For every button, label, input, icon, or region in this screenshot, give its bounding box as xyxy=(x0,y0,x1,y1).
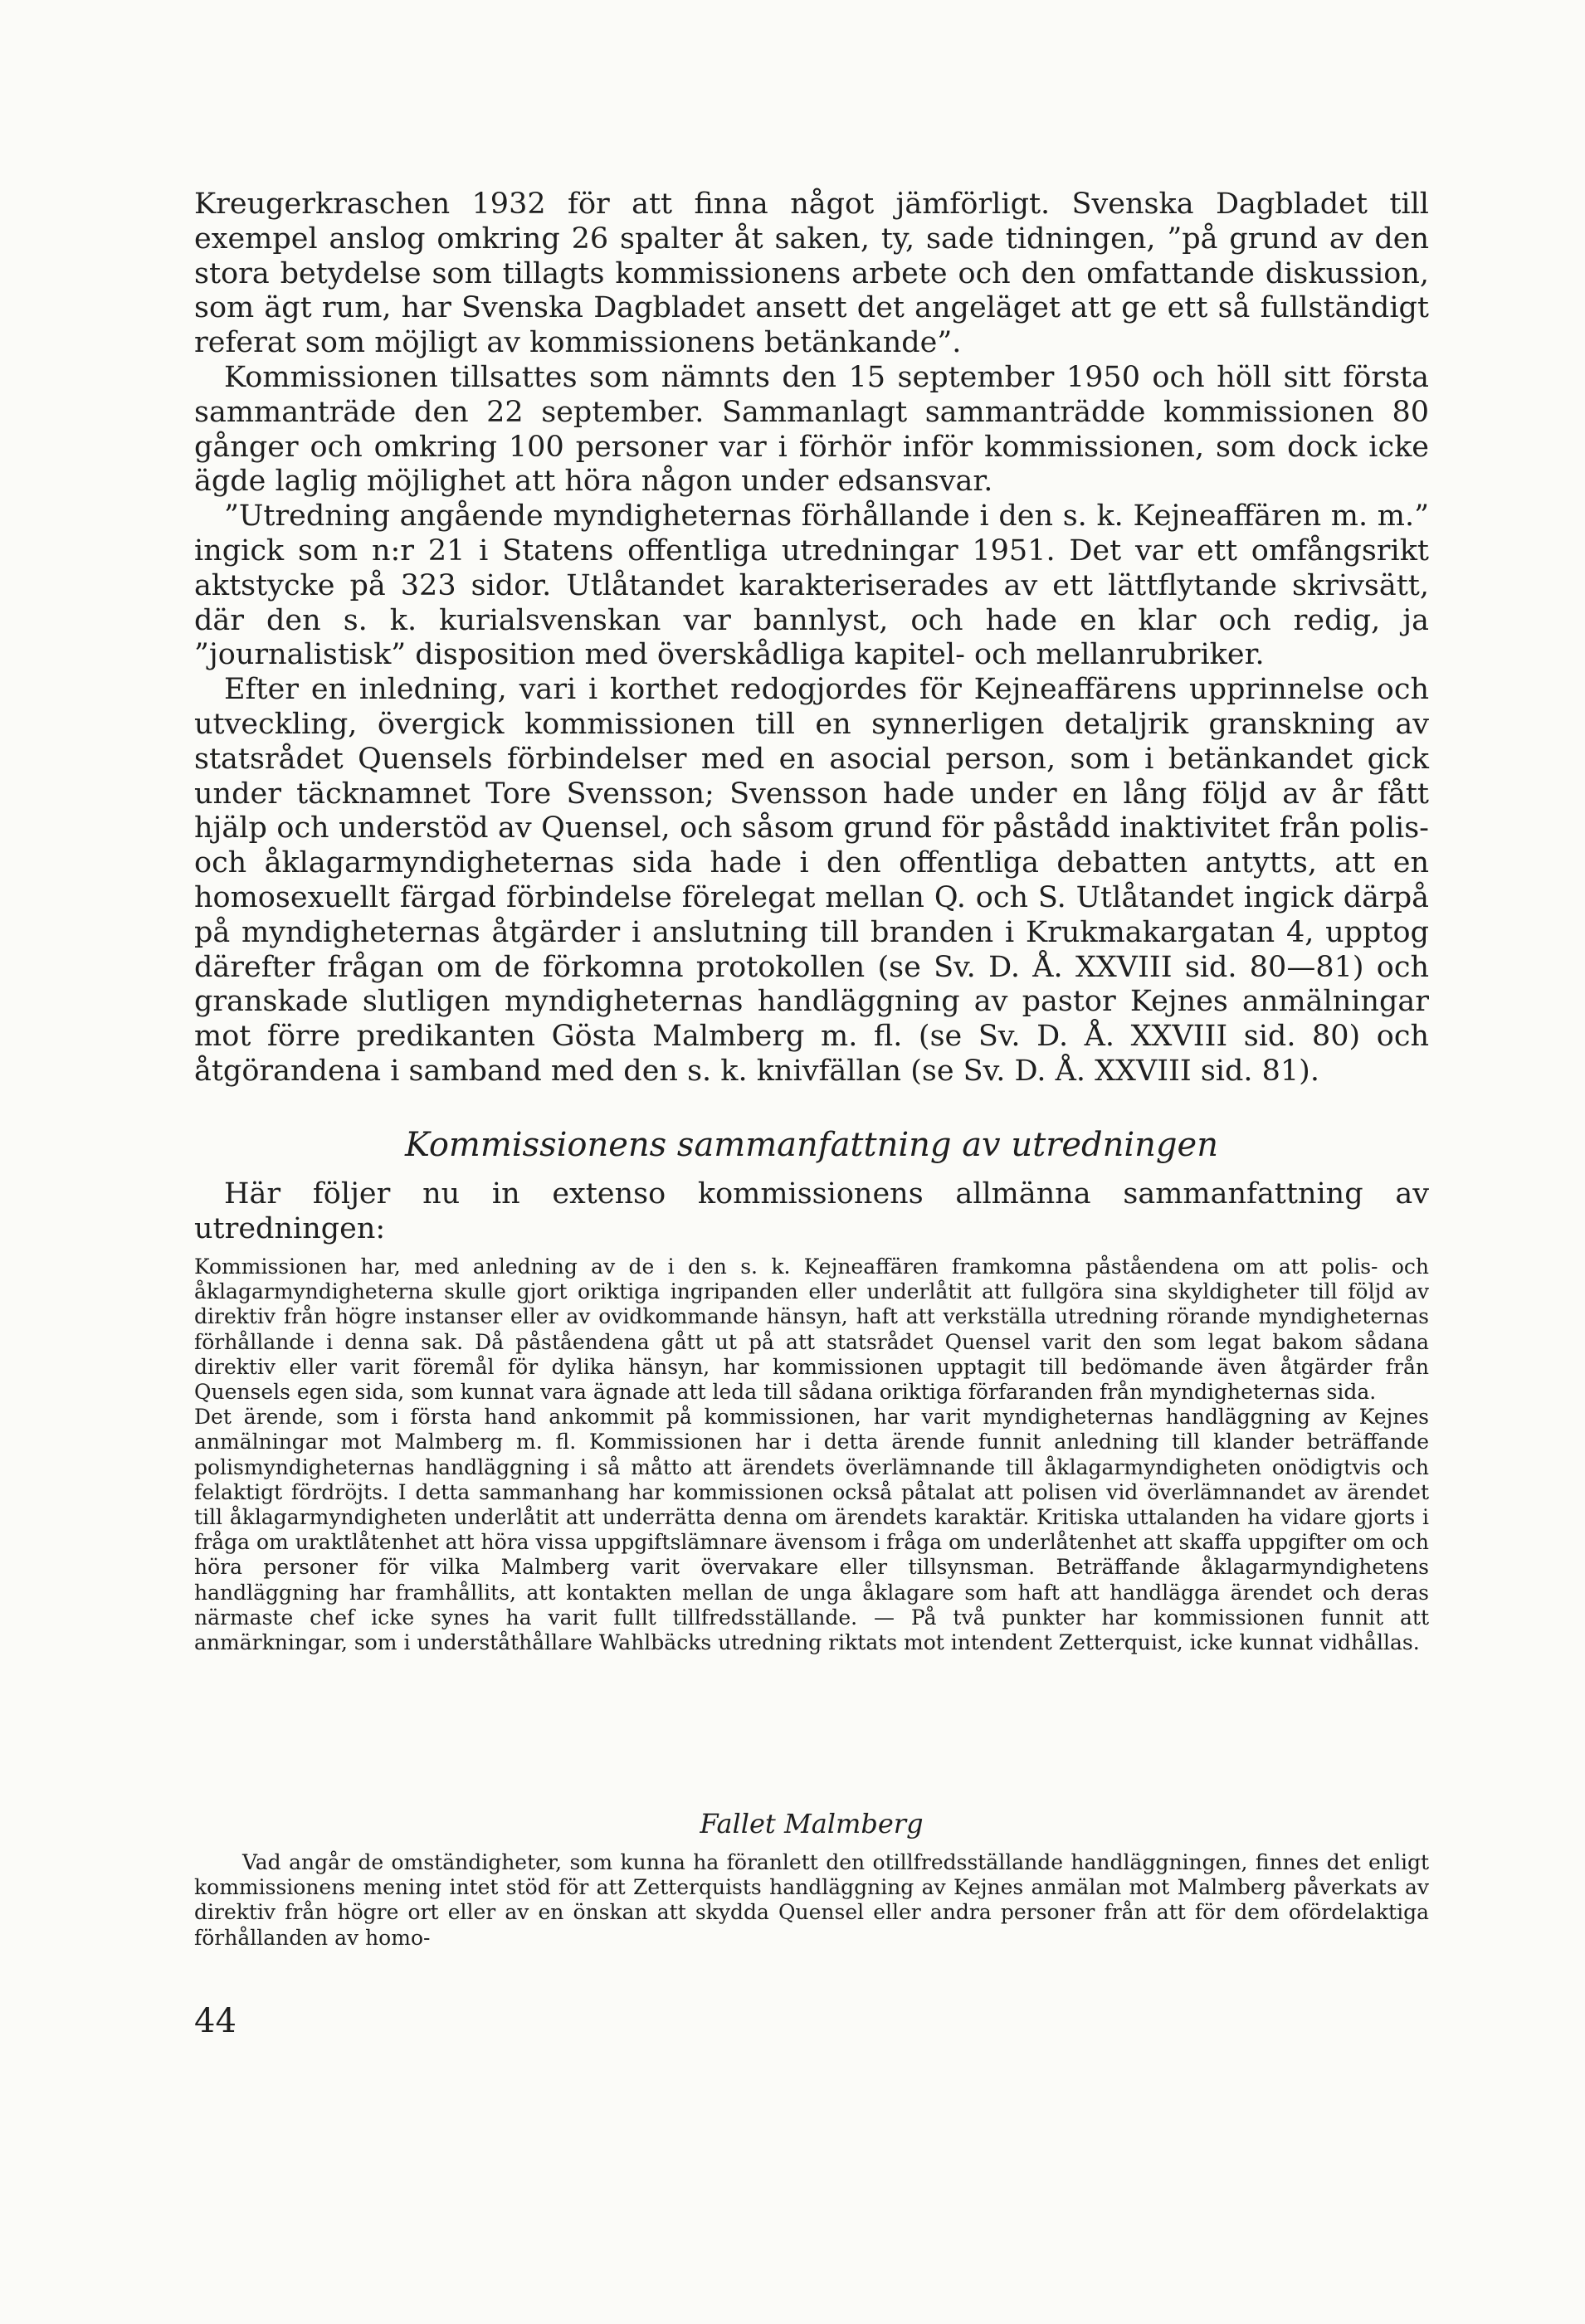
section-heading: Kommissionens sammanfattning av utredningen xyxy=(405,1126,1218,1164)
paragraph: Här följer nu in extenso kommissionens allmänna sammanfattning av utredningen: xyxy=(194,1177,1429,1245)
quote-paragraph: Kommissionen har, med anledning av de i den s. k. Kejneaffären framkomna påståendena om att polis- och åklagarmyndigheterna skulle gjort oriktiga ingripanden eller underlåtit att fullgöra sina skyldigheter till följd av direktiv från högre instanser eller av ovidkommande hänsyn, haft att verkställa utredning rörande myndigheternas förhållande i denna sak. Då påståendena gått ut på att statsrådet Quensel varit den som legat bakom sådana direktiv eller varit föremål för dylika hänsyn, har kommissionen upptagit till bedömande även åtgärder från Quensels egen sida, som kunnat vara ägnade att leda till sådana oriktiga förfaranden från myndigheternas sida. xyxy=(194,1255,1429,1405)
sub-heading: Fallet Malmberg xyxy=(700,1808,924,1839)
quote-paragraph: Vad angår de omständigheter, som kunna ha föranlett den otillfredsställande handläggningen, finnes det enligt kommissionens mening intet stöd för att Zetterquists handläggning av Kejnes anmälan mot Malmberg påverkats av direktiv från högre ort eller av en önskan att skydda Quensel eller andra personer från att för dem ofördelaktiga förhållanden av homo- xyxy=(194,1850,1429,1950)
quote-paragraph: Det ärende, som i första hand ankommit på kommissionen, har varit myndigheternas handläggning av Kejnes anmälningar mot Malmberg m. fl. Kommissionen har i detta ärende funnit anledning till klander beträffande polismyndigheternas handläggning i så måtto att ärendets överlämnande till åklagarmyndigheten onödigtvis och felaktigt fördröjts. I detta sammanhang har kommissionen också påtalat att polisen vid överlämnandet av ärendet till åklagarmyndigheten underlåtit att underrätta denna om ärendets karaktär. Kritiska uttalanden ha vidare gjorts i fråga om uraktlåtenhet att höra vissa uppgiftslämnare ävensom i fråga om underlåtenhet att skaffa uppgifter om och höra personer för vilka Malmberg varit övervakare eller tillsynsman. Beträffande åklagarmyndighetens handläggning har framhållits, att kontakten mellan de unga åklagare som haft att handlägga ärendet och deras närmaste chef icke synes ha varit fullt tillfredsställande. — På två punkter har kommissionen funnit att anmärkningar, som i underståthållare Wahlbäcks utredning riktats mot intendent Zetterquist, icke kunnat vidhållas. xyxy=(194,1405,1429,1655)
paragraph: ”Utredning angående myndigheternas förhållande i den s. k. Kejneaffären m. m.” ingick som n:r 21 i Statens offentliga utredningar 1951. Det var ett omfångsrikt aktstycke på 323 sidor. Utlåtandet karakteriserades av ett lättflytande skrivsätt, där den s. k. kurialsvenskan var bannlyst, och hade en klar och redig, ja ”journalistisk” disposition med överskådliga kapitel- och mellanrubriker. xyxy=(194,499,1429,672)
quoted-summary xyxy=(194,1255,1429,1655)
main-text xyxy=(194,188,1429,1089)
intro-text xyxy=(194,1177,1429,1246)
quoted-continuation xyxy=(194,1850,1429,1951)
paragraph: Kommissionen tillsattes som nämnts den 15 september 1950 och höll sitt första sammanträde den 22 september. Sammanlagt sammanträdde kommissionen 80 gånger och omkring 100 personer var i förhör inför kommissionen, som dock icke ägde laglig möjlighet att höra någon under edsansvar. xyxy=(194,360,1429,499)
paragraph: Efter en inledning, vari i korthet redogjordes för Kejneaffärens upprinnelse och utveckling, övergick kommissionen till en synnerligen detaljrik granskning av statsrådet Quensels förbindelser med en asocial person, som i betänkandet gick under täcknamnet Tore Svensson; Svensson hade under en lång följd av år fått hjälp och understöd av Quensel, och såsom grund för påstådd inaktivitet från polis- och åklagarmyndigheternas sida hade i den offentliga debatten antytts, att en homosexuellt färgad förbindelse förelegat mellan Q. och S. Utlåtandet ingick därpå på myndigheternas åtgärder i anslutning till branden i Krukmakargatan 4, upptog därefter frågan om de förkomna protokollen (se Sv. D. Å. XXVIII sid. 80—81) och granskade slutligen myndigheternas handläggning av pastor Kejnes anmälningar mot förre predikanten Gösta Malmberg m. fl. (se Sv. D. Å. XXVIII sid. 80) och åtgörandena i samband med den s. k. knivfällan (se Sv. D. Å. XXVIII sid. 81). xyxy=(194,673,1429,1088)
paragraph: Kreugerkraschen 1932 för att finna något jämförligt. Svenska Dagbladet till exempel anslog omkring 26 spalter åt saken, ty, sade tidningen, ”på grund av den stora betydelse som tillagts kommissionens arbete och den omfattande diskussion, som ägt rum, har Svenska Dagbladet ansett det angeläget att ge ett så fullständigt referat som möjligt av kommissionens betänkande”. xyxy=(194,188,1429,360)
page-number: 44 xyxy=(194,2002,237,2040)
